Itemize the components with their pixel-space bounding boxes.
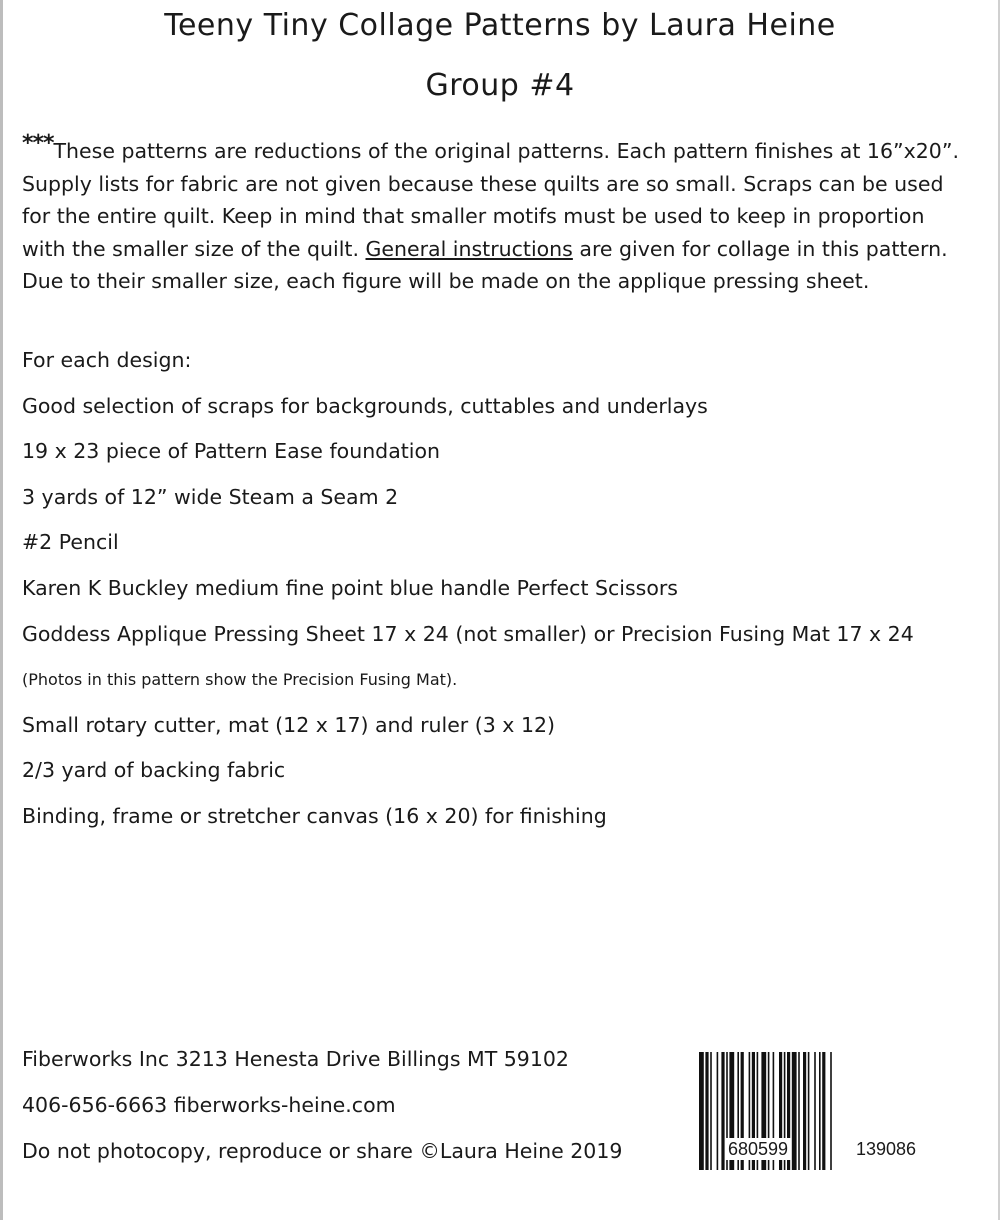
intro-text-after: are given for collage in this pattern. Due to their smaller size, each figure will be made on the applique pressing sheet. [22,236,948,293]
supply-heading: For each design: [22,348,192,372]
supply-item: #2 Pencil [22,530,119,555]
intro-text-before: These patterns are reductions of the original patterns. Each pattern finishes at 16”x20”. Supply lists for fabric are not given because these quilts are so small. Scraps can be used for the entire quilt. Keep in mind that smaller motifs must be used to keep in proportion with the smaller size of the quilt. [22,139,959,261]
barcode [697,1052,942,1170]
page-subtitle: Group #4 [425,68,575,103]
barcode-left-digits: 680599 [725,1138,791,1160]
supply-item: Binding, frame or stretcher canvas (16 x 20) for finishing [22,803,607,828]
supply-item: Good selection of scraps for backgrounds, cuttables and underlays [22,393,708,418]
supply-note: (Photos in this pattern show the Precision Fusing Mat). [22,670,458,690]
barcode-right-digits: 139086 [853,1138,919,1160]
supply-item: Small rotary cutter, mat (12 x 17) and ruler (3 x 12) [22,712,556,737]
footer-contact: 406-656-6663 fiberworks-heine.com [22,1093,396,1117]
supply-item: 3 yards of 12” wide Steam a Seam 2 [22,484,399,509]
general-instructions-link[interactable]: General instructions [365,236,573,261]
supply-item: Goddess Applique Pressing Sheet 17 x 24 (not smaller) or Precision Fusing Mat 17 x 24 [22,621,914,646]
page-title: Teeny Tiny Collage Patterns by Laura Heine [164,8,836,43]
intro-stars: *** [22,131,54,156]
supply-item: 19 x 23 piece of Pattern Ease foundation [22,439,441,464]
footer-copyright: Do not photocopy, reproduce or share ©Laura Heine 2019 [22,1139,623,1163]
supply-item: 2/3 yard of backing fabric [22,758,286,783]
supply-list [22,338,972,840]
page-left-border [0,0,3,1220]
supply-item: Karen K Buckley medium fine point blue handle Perfect Scissors [22,575,678,600]
intro-paragraph [22,128,972,298]
footer-address: Fiberworks Inc 3213 Henesta Drive Billings MT 59102 [22,1047,569,1071]
